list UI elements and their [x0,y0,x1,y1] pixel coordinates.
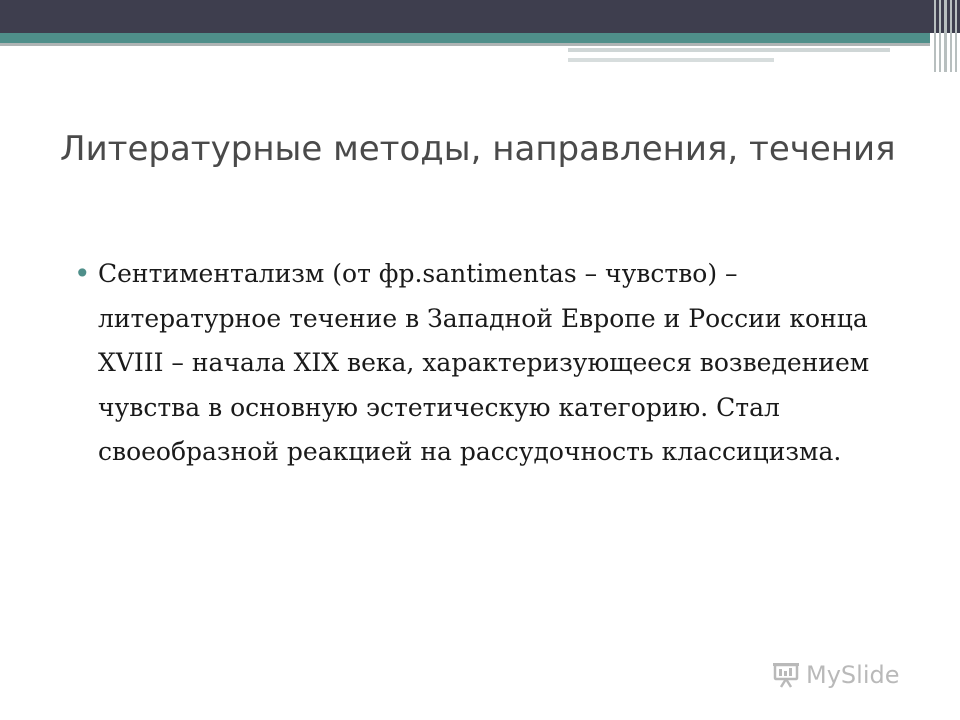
header-light-strip [568,48,890,52]
watermark-logo [772,658,932,692]
header-teal-band [0,33,930,43]
bullet-text: Сентиментализм (от фр.santimentas – чувство) – литературное течение в Западной Европе и России конца XVIII – начала XIX века, характеризующееся возведением чувства в основную эстетическую категорию. Стал своеобразной реакцией на рассудочность классицизма. [98,259,870,466]
presentation-board-icon [772,661,800,689]
header-gray-band [0,43,930,46]
bullet-item [62,252,882,475]
bullet-dot-icon: • [74,257,91,290]
slide-title: Литературные методы, направления, течения [60,129,896,169]
header-dark-band [0,0,960,33]
header-right-lines [930,0,960,72]
header-light-strip-short [568,58,774,62]
watermark-brand-text: MySlide [806,661,900,689]
